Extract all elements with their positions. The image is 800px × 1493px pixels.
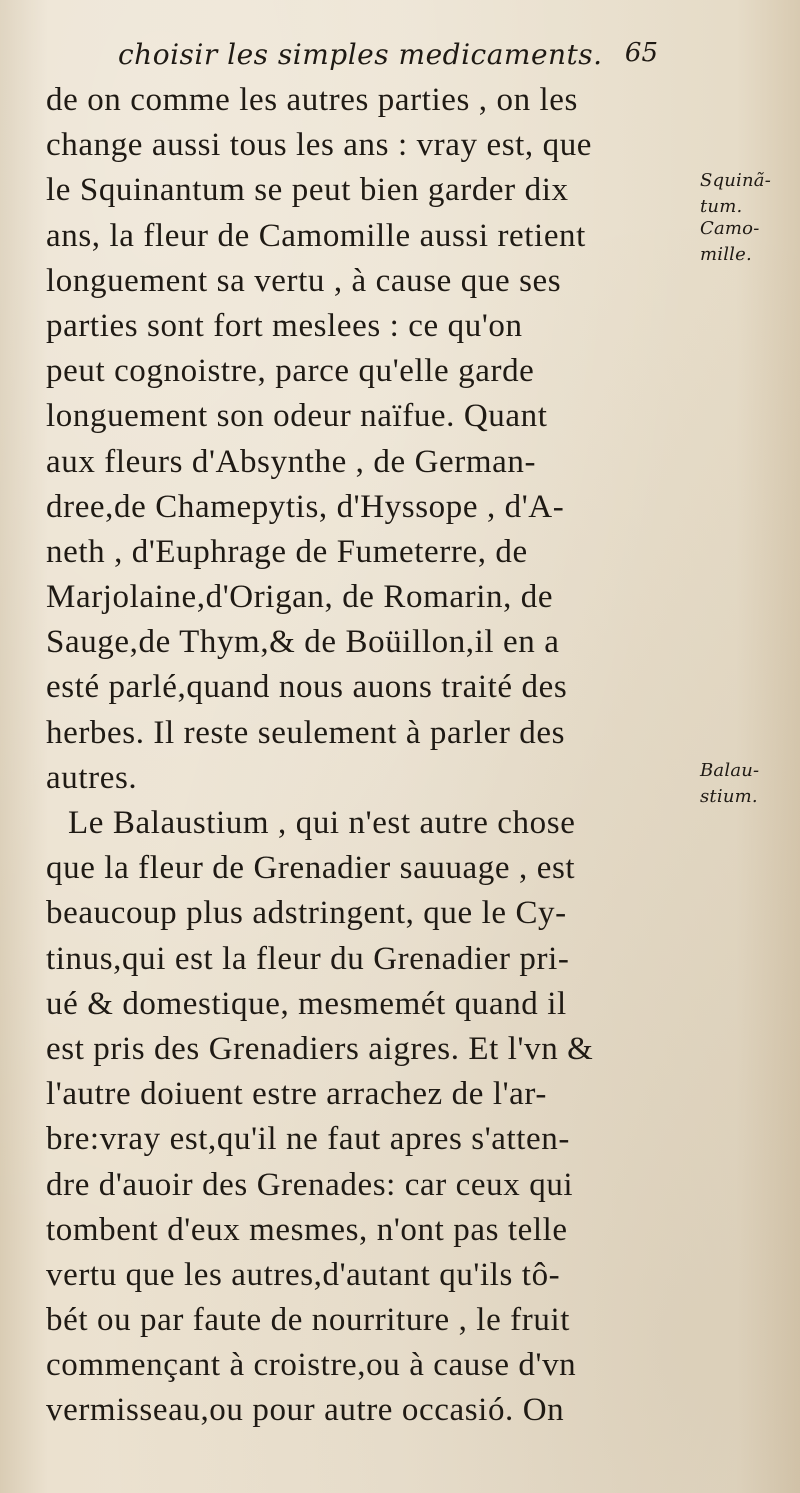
text-line: vertu que les autres,d'autant qu'ils tô-: [46, 1256, 561, 1293]
text-line: tombent d'eux mesmes, n'ont pas telle: [46, 1211, 568, 1248]
text-line: Sauge,de Thym,& de Boüillon,il en a: [46, 624, 560, 661]
margin-note: stium.: [700, 786, 758, 807]
margin-note: Camo-: [700, 218, 760, 239]
margin-note: mille.: [700, 244, 752, 265]
text-line: est pris des Grenadiers aigres. Et l'vn &: [46, 1030, 594, 1067]
text-line: tinus,qui est la fleur du Grenadier pri-: [46, 940, 570, 977]
margin-note: tum.: [700, 196, 743, 217]
text-line: ans, la fleur de Camomille aussi retient: [46, 217, 586, 254]
text-line: neth , d'Euphrage de Fumeterre, de: [46, 533, 528, 570]
text-line: peut cognoistre, parce qu'elle garde: [46, 353, 535, 390]
text-line: longuement sa vertu , à cause que ses: [46, 262, 562, 299]
text-line: bét ou par faute de nourriture , le fruit: [46, 1302, 570, 1339]
text-line: autres.: [46, 759, 138, 796]
text-line: dree,de Chamepytis, d'Hyssope , d'A-: [46, 488, 565, 525]
text-line: ué & domestique, mesmemét quand il: [46, 985, 567, 1022]
running-head: [118, 38, 658, 78]
text-line: parties sont fort meslees : ce qu'on: [46, 307, 523, 344]
text-line: dre d'auoir des Grenades: car ceux qui: [46, 1166, 574, 1203]
text-line: longuement son odeur naïfue. Quant: [46, 398, 548, 435]
text-line: que la fleur de Grenadier sauuage , est: [46, 850, 576, 887]
page-number: 65: [624, 38, 658, 68]
text-line: de on comme les autres parties , on les: [46, 82, 578, 118]
text-line: le Squinantum se peut bien garder dix: [46, 172, 569, 209]
text-line: herbes. Il reste seulement à parler des: [46, 714, 566, 751]
text-line: aux fleurs d'Absynthe , de German-: [46, 443, 537, 480]
running-title: choisir les simples medicaments.: [118, 38, 603, 71]
text-line: change aussi tous les ans : vray est, que: [46, 127, 593, 164]
text-line: bre:vray est,qu'il ne faut apres s'atten-: [46, 1121, 570, 1158]
text-line: Marjolaine,d'Origan, de Romarin, de: [46, 579, 554, 616]
margin-note: Squinã-: [700, 170, 772, 191]
text-line: vermisseau,ou pour autre occasió. On: [46, 1392, 565, 1429]
text-line: commençant à croistre,ou à cause d'vn: [46, 1347, 577, 1384]
text-line: beaucoup plus adstringent, que le Cy-: [46, 895, 567, 932]
text-line: l'autre doiuent estre arrachez de l'ar-: [46, 1076, 547, 1113]
text-line: Le Balaustium , qui n'est autre chose: [68, 805, 576, 841]
text-line: esté parlé,quand nous auons traité des: [46, 669, 568, 706]
body-text: [46, 78, 696, 1434]
margin-note: Balau-: [700, 760, 760, 781]
